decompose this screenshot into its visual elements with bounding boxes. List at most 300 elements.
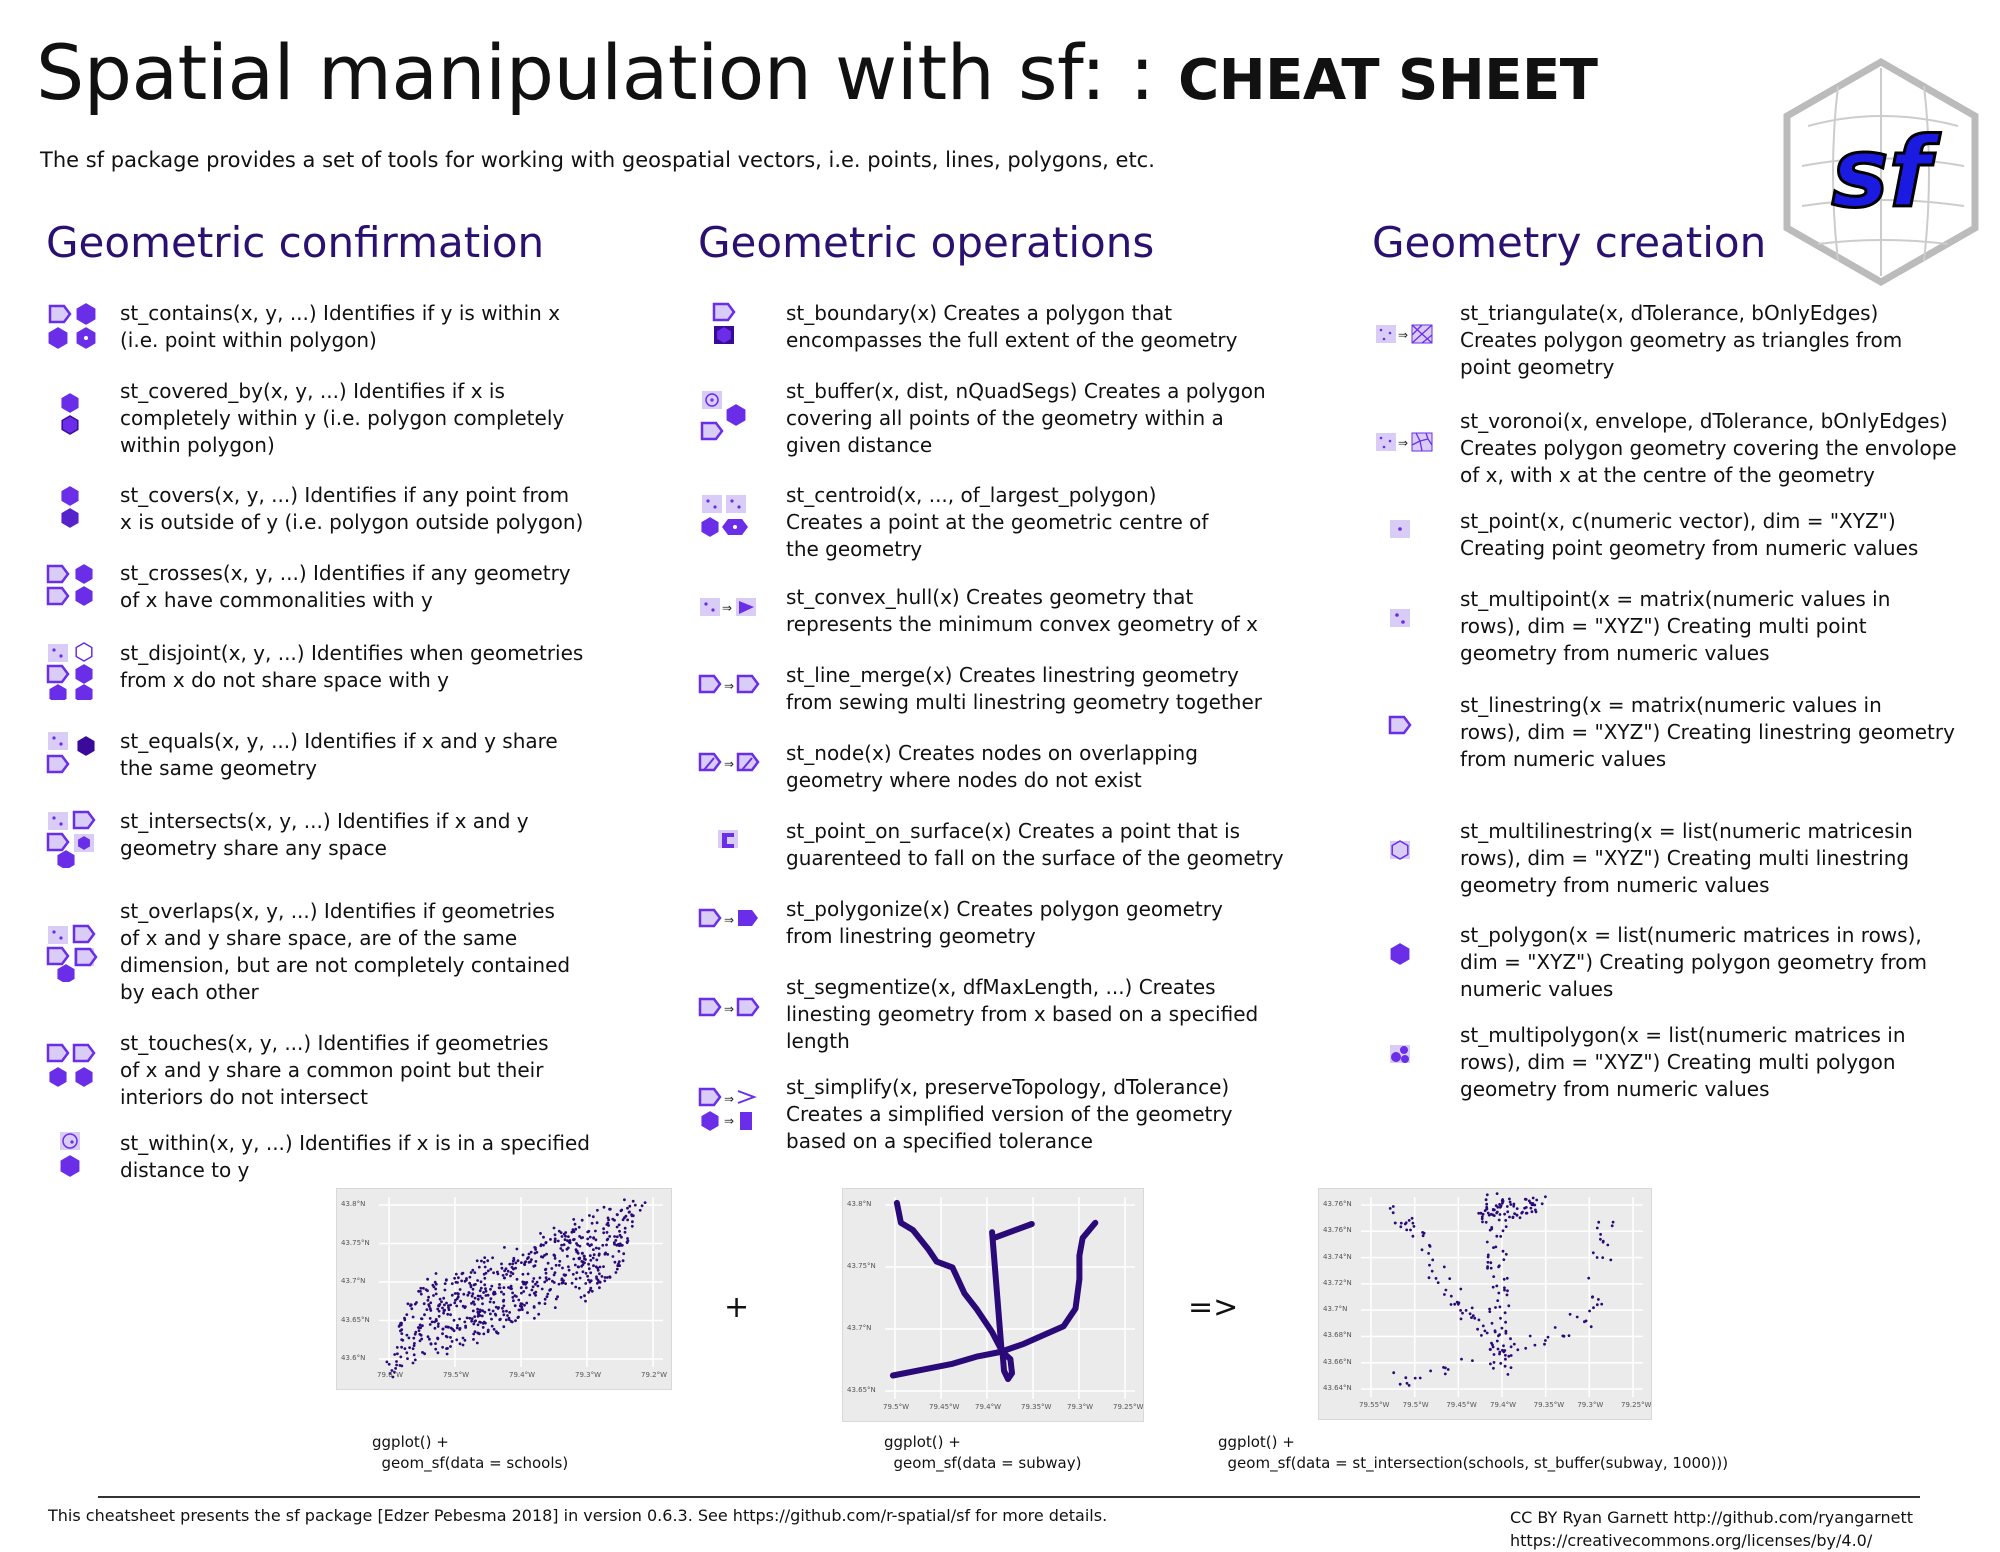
school-point bbox=[479, 1314, 482, 1317]
description-line: based on a specified tolerance bbox=[786, 1129, 1093, 1153]
school-point bbox=[1429, 1370, 1432, 1373]
school-point bbox=[1486, 1332, 1489, 1335]
school-point bbox=[1498, 1353, 1501, 1356]
page-title bbox=[36, 28, 1597, 117]
description-line: guarenteed to fall on the surface of the geometry bbox=[786, 846, 1284, 870]
school-point bbox=[634, 1204, 637, 1207]
school-point bbox=[1412, 1235, 1415, 1238]
school-point bbox=[577, 1265, 580, 1268]
school-point bbox=[503, 1286, 506, 1289]
school-point bbox=[419, 1339, 422, 1342]
school-point bbox=[406, 1334, 409, 1337]
school-point bbox=[627, 1239, 630, 1242]
function-description bbox=[786, 740, 1198, 794]
school-point bbox=[532, 1277, 535, 1280]
school-point bbox=[1409, 1229, 1412, 1232]
school-point bbox=[1404, 1223, 1407, 1226]
result-operator: => bbox=[1188, 1290, 1239, 1325]
x-tick-label: 79.4°W bbox=[509, 1371, 536, 1379]
school-point bbox=[462, 1337, 465, 1340]
school-point bbox=[626, 1207, 629, 1210]
school-point bbox=[1504, 1358, 1507, 1361]
school-point bbox=[423, 1313, 426, 1316]
school-point bbox=[522, 1254, 525, 1257]
description-line: st_overlaps(x, y, ...) Identifies if geometries bbox=[120, 899, 555, 923]
school-point bbox=[399, 1364, 402, 1367]
school-point bbox=[415, 1301, 418, 1304]
school-point bbox=[396, 1352, 399, 1355]
school-point bbox=[1497, 1348, 1500, 1351]
description-line: st_disjoint(x, y, ...) Identifies when geometries bbox=[120, 641, 584, 665]
school-point bbox=[405, 1351, 408, 1354]
school-point bbox=[546, 1293, 549, 1296]
school-point bbox=[580, 1296, 583, 1299]
school-point bbox=[540, 1255, 543, 1258]
school-point bbox=[568, 1269, 571, 1272]
school-point bbox=[1524, 1347, 1527, 1350]
school-point bbox=[614, 1261, 617, 1264]
footer-divider bbox=[98, 1496, 1920, 1498]
school-point bbox=[489, 1268, 492, 1271]
description-line: by each other bbox=[120, 980, 259, 1004]
school-point bbox=[1599, 1233, 1602, 1236]
school-point bbox=[423, 1302, 426, 1305]
school-point bbox=[514, 1267, 517, 1270]
school-point bbox=[605, 1244, 608, 1247]
school-point bbox=[609, 1276, 612, 1279]
school-point bbox=[473, 1315, 476, 1318]
school-point bbox=[1507, 1355, 1510, 1358]
school-point bbox=[1609, 1259, 1612, 1262]
school-point bbox=[1421, 1248, 1424, 1251]
school-point bbox=[592, 1248, 595, 1251]
school-point bbox=[1499, 1362, 1502, 1365]
school-point bbox=[453, 1302, 456, 1305]
school-point bbox=[613, 1235, 616, 1238]
school-point bbox=[449, 1345, 452, 1348]
school-point bbox=[1500, 1204, 1503, 1207]
school-point bbox=[564, 1231, 567, 1234]
triangulate-icon bbox=[1372, 311, 1442, 371]
school-point bbox=[472, 1301, 475, 1304]
school-point bbox=[1437, 1281, 1440, 1284]
description-line: Creates a point at the geometric centre of bbox=[786, 510, 1209, 534]
school-point bbox=[533, 1317, 536, 1320]
school-point bbox=[456, 1324, 459, 1327]
function-description bbox=[1460, 300, 1902, 381]
school-point bbox=[492, 1271, 495, 1274]
school-point bbox=[496, 1271, 499, 1274]
school-point bbox=[528, 1261, 531, 1264]
function-description bbox=[120, 300, 560, 354]
school-point bbox=[1504, 1219, 1507, 1222]
description-line: geometry from numeric values bbox=[1460, 873, 1770, 897]
school-point bbox=[574, 1264, 577, 1267]
function-description bbox=[786, 584, 1258, 638]
school-point bbox=[606, 1231, 609, 1234]
heading-geometric-operations: Geometric operations bbox=[698, 218, 1155, 267]
school-point bbox=[516, 1248, 519, 1251]
school-point bbox=[426, 1289, 429, 1292]
school-point bbox=[1532, 1197, 1535, 1200]
school-point bbox=[623, 1216, 626, 1219]
school-point bbox=[480, 1260, 483, 1263]
school-point bbox=[477, 1298, 480, 1301]
description-line: rows), dim = "XYZ") Creating multi linestring bbox=[1460, 846, 1910, 870]
x-tick-label: 79.5°W bbox=[443, 1371, 470, 1379]
school-point bbox=[596, 1209, 599, 1212]
description-line: represents the minimum convex geometry of x bbox=[786, 612, 1258, 636]
school-point bbox=[468, 1317, 471, 1320]
school-point bbox=[515, 1295, 518, 1298]
school-point bbox=[394, 1367, 397, 1370]
function-description bbox=[120, 1130, 590, 1184]
school-point bbox=[1428, 1276, 1431, 1279]
school-point bbox=[1444, 1373, 1447, 1376]
subway-line bbox=[994, 1224, 1032, 1238]
school-point bbox=[618, 1224, 621, 1227]
school-point bbox=[1509, 1201, 1512, 1204]
school-point bbox=[595, 1259, 598, 1262]
description-line: the geometry bbox=[786, 537, 923, 561]
school-point bbox=[1596, 1227, 1599, 1230]
polygonize-icon bbox=[698, 896, 768, 956]
description-line: st_buffer(x, dist, nQuadSegs) Creates a polygon bbox=[786, 379, 1266, 403]
function-description bbox=[1460, 508, 1918, 562]
description-line: distance to y bbox=[120, 1158, 250, 1182]
y-tick-label: 43.7°N bbox=[847, 1324, 872, 1332]
svg-text:⇒: ⇒ bbox=[724, 757, 735, 771]
description-line: st_within(x, y, ...) Identifies if x is in a specified bbox=[120, 1131, 590, 1155]
function-description bbox=[120, 1030, 549, 1111]
school-point bbox=[502, 1299, 505, 1302]
school-point bbox=[1587, 1277, 1590, 1280]
school-point bbox=[1501, 1349, 1504, 1352]
school-point bbox=[1612, 1221, 1615, 1224]
school-point bbox=[1505, 1253, 1508, 1256]
school-point bbox=[1503, 1213, 1506, 1216]
intersection-plot bbox=[1318, 1188, 1652, 1420]
school-point bbox=[522, 1273, 525, 1276]
school-point bbox=[549, 1238, 552, 1241]
school-point bbox=[1408, 1219, 1411, 1222]
school-point bbox=[1516, 1207, 1519, 1210]
school-point bbox=[1487, 1256, 1490, 1259]
description-line: Creates polygon geometry as triangles from bbox=[1460, 328, 1903, 352]
school-point bbox=[567, 1235, 570, 1238]
school-point bbox=[589, 1271, 592, 1274]
school-point bbox=[492, 1301, 495, 1304]
school-point bbox=[1505, 1225, 1508, 1228]
school-point bbox=[1482, 1213, 1485, 1216]
school-point bbox=[508, 1311, 511, 1314]
buffer-icon bbox=[698, 389, 768, 449]
school-point bbox=[575, 1271, 578, 1274]
school-point bbox=[511, 1263, 514, 1266]
school-point bbox=[616, 1213, 619, 1216]
school-point bbox=[444, 1282, 447, 1285]
school-point bbox=[586, 1231, 589, 1234]
description-line: from linestring geometry bbox=[786, 924, 1036, 948]
school-point bbox=[432, 1294, 435, 1297]
school-point bbox=[1543, 1343, 1546, 1346]
school-point bbox=[531, 1280, 534, 1283]
school-point bbox=[595, 1247, 598, 1250]
school-point bbox=[624, 1231, 627, 1234]
school-point bbox=[512, 1299, 515, 1302]
school-point bbox=[487, 1329, 490, 1332]
school-point bbox=[455, 1338, 458, 1341]
school-point bbox=[603, 1206, 606, 1209]
school-point bbox=[1513, 1203, 1516, 1206]
school-point bbox=[1486, 1208, 1489, 1211]
description-line: the same geometry bbox=[120, 756, 317, 780]
school-point bbox=[447, 1326, 450, 1329]
school-point bbox=[533, 1292, 536, 1295]
school-point bbox=[437, 1322, 440, 1325]
school-point bbox=[1443, 1266, 1446, 1269]
school-point bbox=[533, 1306, 536, 1309]
school-point bbox=[1442, 1366, 1445, 1369]
line-merge-icon bbox=[698, 662, 768, 722]
function-description bbox=[786, 300, 1237, 354]
school-point bbox=[1597, 1298, 1600, 1301]
school-point bbox=[631, 1220, 634, 1223]
school-point bbox=[438, 1303, 441, 1306]
school-point bbox=[563, 1243, 566, 1246]
school-point bbox=[1496, 1299, 1499, 1302]
school-point bbox=[1486, 1241, 1489, 1244]
school-point bbox=[618, 1230, 621, 1233]
description-line: Creating point geometry from numeric values bbox=[1460, 536, 1919, 560]
svg-text:⇒: ⇒ bbox=[724, 913, 735, 927]
school-point bbox=[506, 1314, 509, 1317]
school-point bbox=[583, 1255, 586, 1258]
school-point bbox=[530, 1258, 533, 1261]
school-point bbox=[604, 1253, 607, 1256]
school-point bbox=[602, 1227, 605, 1230]
svg-text:⇒: ⇒ bbox=[724, 1113, 735, 1128]
school-point bbox=[1544, 1195, 1547, 1198]
school-point bbox=[418, 1333, 421, 1336]
subtitle: The sf package provides a set of tools for working with geospatial vectors, i.e. points, lines, polygons, etc. bbox=[40, 148, 1155, 172]
x-tick-label: 79.55°W bbox=[1359, 1401, 1390, 1409]
school-point bbox=[517, 1316, 520, 1319]
school-point bbox=[598, 1247, 601, 1250]
school-point bbox=[594, 1230, 597, 1233]
school-point bbox=[532, 1265, 535, 1268]
school-point bbox=[602, 1265, 605, 1268]
school-point bbox=[592, 1237, 595, 1240]
school-point bbox=[578, 1287, 581, 1290]
school-point bbox=[434, 1288, 437, 1291]
school-point bbox=[598, 1286, 601, 1289]
school-point bbox=[541, 1288, 544, 1291]
school-point bbox=[592, 1215, 595, 1218]
school-point bbox=[410, 1303, 413, 1306]
school-point bbox=[429, 1323, 432, 1326]
school-point bbox=[419, 1290, 422, 1293]
description-line: rows), dim = "XYZ") Creating multi polygon bbox=[1460, 1050, 1896, 1074]
school-point bbox=[623, 1198, 626, 1201]
code-line: ggplot() + bbox=[1218, 1433, 1295, 1451]
school-point bbox=[491, 1256, 494, 1259]
school-point bbox=[435, 1293, 438, 1296]
school-point bbox=[607, 1217, 610, 1220]
school-point bbox=[555, 1264, 558, 1267]
school-point bbox=[457, 1276, 460, 1279]
school-point bbox=[429, 1317, 432, 1320]
school-point bbox=[1568, 1334, 1571, 1337]
school-point bbox=[487, 1270, 490, 1273]
school-point bbox=[554, 1233, 557, 1236]
school-point bbox=[586, 1238, 589, 1241]
polygon-icon bbox=[1372, 933, 1442, 993]
school-point bbox=[445, 1302, 448, 1305]
school-point bbox=[566, 1248, 569, 1251]
linestring-icon bbox=[1372, 703, 1442, 763]
school-point bbox=[1502, 1344, 1505, 1347]
function-description bbox=[1460, 586, 1890, 667]
school-point bbox=[503, 1246, 506, 1249]
school-point bbox=[1481, 1215, 1484, 1218]
school-point bbox=[523, 1263, 526, 1266]
school-point bbox=[606, 1238, 609, 1241]
school-point bbox=[521, 1308, 524, 1311]
school-point bbox=[406, 1357, 409, 1360]
school-point bbox=[1486, 1267, 1489, 1270]
school-point bbox=[1520, 1212, 1523, 1215]
description-line: st_contains(x, y, ...) Identifies if y is within x bbox=[120, 301, 561, 325]
school-point bbox=[502, 1274, 505, 1277]
school-point bbox=[548, 1289, 551, 1292]
school-point bbox=[500, 1263, 503, 1266]
segmentize-icon bbox=[698, 985, 768, 1045]
school-point bbox=[593, 1253, 596, 1256]
school-point bbox=[1469, 1312, 1472, 1315]
description-line: dim = "XYZ") Creating polygon geometry from bbox=[1460, 950, 1927, 974]
description-line: linesting geometry from x based on a specified bbox=[786, 1002, 1259, 1026]
school-point bbox=[1493, 1209, 1496, 1212]
heading-geometry-creation: Geometry creation bbox=[1372, 218, 1767, 267]
school-point bbox=[1489, 1261, 1492, 1264]
node-icon bbox=[698, 740, 768, 800]
school-point bbox=[553, 1227, 556, 1230]
description-line: st_point(x, c(numeric vector), dim = "XYZ") bbox=[1460, 509, 1896, 533]
school-point bbox=[598, 1253, 601, 1256]
simplify-icon bbox=[698, 1085, 768, 1145]
school-point bbox=[602, 1231, 605, 1234]
school-point bbox=[420, 1293, 423, 1296]
school-point bbox=[1487, 1261, 1490, 1264]
school-point bbox=[584, 1300, 587, 1303]
school-point bbox=[462, 1344, 465, 1347]
school-point bbox=[501, 1267, 504, 1270]
school-point bbox=[463, 1321, 466, 1324]
school-point bbox=[422, 1287, 425, 1290]
description-line: st_crosses(x, y, ...) Identifies if any geometry bbox=[120, 561, 571, 585]
school-point bbox=[1488, 1310, 1491, 1313]
school-point bbox=[1400, 1222, 1403, 1225]
svg-text:⇒: ⇒ bbox=[1398, 435, 1409, 450]
school-point bbox=[606, 1253, 609, 1256]
school-point bbox=[556, 1295, 559, 1298]
school-point bbox=[589, 1254, 592, 1257]
school-point bbox=[427, 1296, 430, 1299]
school-point bbox=[574, 1286, 577, 1289]
y-tick-label: 43.6°N bbox=[341, 1354, 366, 1362]
school-point bbox=[631, 1214, 634, 1217]
description-line: st_linestring(x = matrix(numeric values in bbox=[1460, 693, 1882, 717]
school-point bbox=[607, 1222, 610, 1225]
school-point bbox=[564, 1235, 567, 1238]
school-point bbox=[458, 1318, 461, 1321]
school-point bbox=[532, 1285, 535, 1288]
description-line: rows), dim = "XYZ") Creating linestring geometry bbox=[1460, 720, 1955, 744]
school-point bbox=[1431, 1270, 1434, 1273]
intersects-icon bbox=[46, 808, 116, 868]
school-point bbox=[1414, 1377, 1417, 1380]
school-point bbox=[528, 1294, 531, 1297]
school-point bbox=[485, 1272, 488, 1275]
school-point bbox=[1499, 1317, 1502, 1320]
school-point bbox=[427, 1335, 430, 1338]
description-line: st_segmentize(x, dfMaxLength, ...) Creates bbox=[786, 975, 1216, 999]
school-point bbox=[1497, 1292, 1500, 1295]
contains-icon bbox=[46, 300, 116, 360]
school-point bbox=[545, 1272, 548, 1275]
school-point bbox=[488, 1309, 491, 1312]
voronoi-icon bbox=[1372, 419, 1442, 479]
school-point bbox=[524, 1260, 527, 1263]
description-line: dimension, but are not completely contained bbox=[120, 953, 571, 977]
school-point bbox=[473, 1284, 476, 1287]
school-point bbox=[618, 1250, 621, 1253]
school-point bbox=[410, 1307, 413, 1310]
school-point bbox=[482, 1333, 485, 1336]
school-point bbox=[514, 1262, 517, 1265]
school-point bbox=[1405, 1229, 1408, 1232]
school-point bbox=[622, 1259, 625, 1262]
code-line: geom_sf(data = st_intersection(schools, st_buffer(subway, 1000))) bbox=[1218, 1454, 1729, 1472]
multipoint-icon bbox=[1372, 597, 1442, 657]
school-point bbox=[492, 1310, 495, 1313]
school-point bbox=[540, 1243, 543, 1246]
school-point bbox=[414, 1331, 417, 1334]
school-point bbox=[1487, 1212, 1490, 1215]
school-point bbox=[530, 1251, 533, 1254]
school-point bbox=[426, 1278, 429, 1281]
school-point bbox=[472, 1333, 475, 1336]
school-point bbox=[1532, 1204, 1535, 1207]
school-point bbox=[457, 1295, 460, 1298]
x-tick-label: 79.45°W bbox=[929, 1403, 960, 1411]
description-line: st_point_on_surface(x) Creates a point that is bbox=[786, 819, 1241, 843]
school-point bbox=[1404, 1376, 1407, 1379]
description-line: st_node(x) Creates nodes on overlapping bbox=[786, 741, 1198, 765]
school-point bbox=[483, 1321, 486, 1324]
school-point bbox=[539, 1232, 542, 1235]
school-point bbox=[1492, 1286, 1495, 1289]
school-point bbox=[505, 1319, 508, 1322]
school-point bbox=[1506, 1277, 1509, 1280]
school-point bbox=[481, 1315, 484, 1318]
crosses-icon bbox=[46, 560, 116, 620]
school-point bbox=[521, 1303, 524, 1306]
description-line: st_touches(x, y, ...) Identifies if geometries bbox=[120, 1031, 549, 1055]
description-line: st_polygonize(x) Creates polygon geometry bbox=[786, 897, 1223, 921]
school-point bbox=[472, 1338, 475, 1341]
